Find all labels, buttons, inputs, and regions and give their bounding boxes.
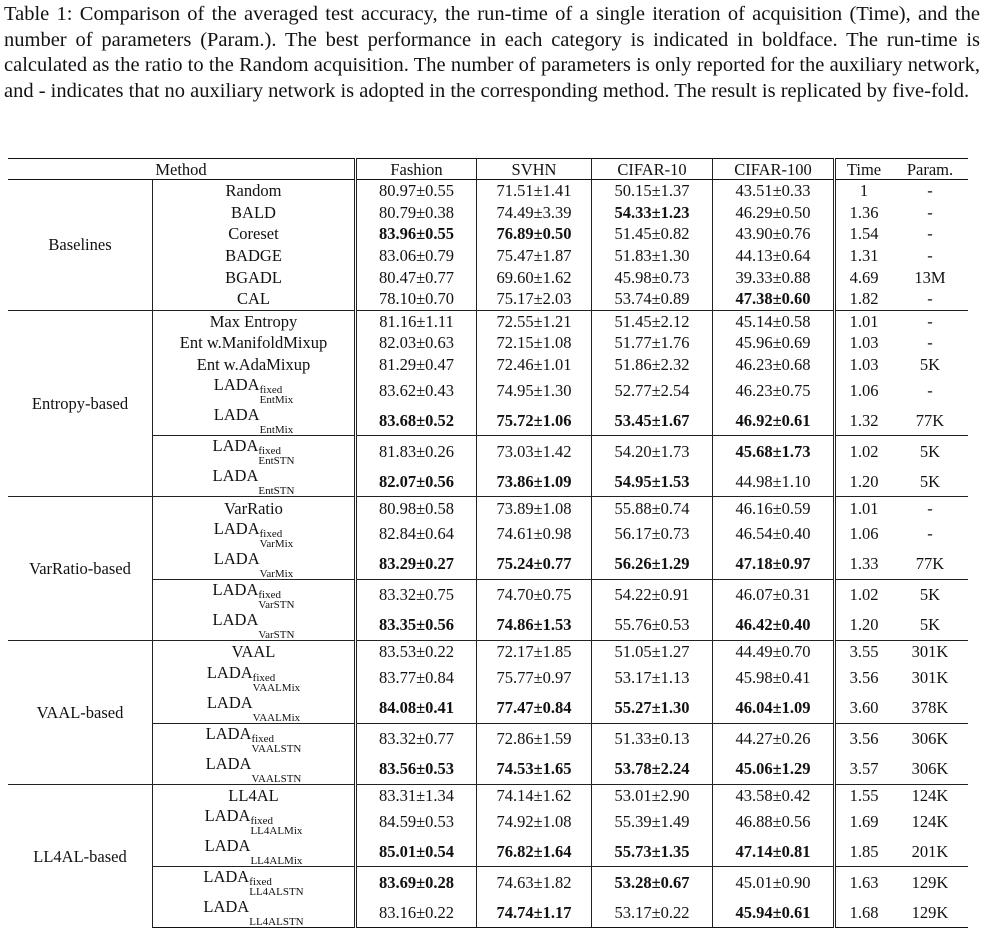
table-row (8, 288, 968, 310)
value-cell: 46.04±1.09 (713, 693, 835, 724)
time-cell: 3.55 (835, 640, 893, 662)
method-name: LADA (213, 405, 260, 425)
method-sub: VarMix (259, 537, 294, 550)
method-cell: Coreset (153, 223, 356, 245)
method-cell (153, 723, 356, 754)
method-subscript (250, 816, 302, 836)
value-cell: 81.16±1.11 (356, 310, 477, 332)
param-cell: 124K (892, 784, 968, 806)
value-cell: 83.32±0.75 (356, 579, 477, 610)
method-subscript (253, 673, 300, 693)
value-cell: 55.39±1.49 (592, 806, 713, 836)
method-name: LADA (206, 662, 253, 682)
method-cell (153, 867, 356, 898)
param-cell: 5K (892, 436, 968, 467)
method-subscript (251, 734, 301, 754)
method-cell (153, 549, 356, 580)
table-row (8, 693, 968, 724)
method-subscript (258, 590, 294, 610)
table-row (8, 610, 968, 641)
value-cell: 75.77±0.97 (477, 663, 592, 693)
method-cell (153, 466, 356, 497)
value-cell: 53.17±1.13 (592, 663, 713, 693)
table-row (8, 466, 968, 497)
time-cell: 1.06 (849, 524, 879, 544)
method-sub: VAALSTN (251, 772, 302, 785)
param-cell: - (927, 380, 933, 400)
value-cell: 72.15±1.08 (477, 332, 592, 354)
table-row (8, 436, 968, 467)
value-cell: 83.35±0.56 (356, 610, 477, 641)
value-cell: 84.08±0.41 (356, 693, 477, 724)
method-name: LADA (213, 518, 260, 538)
method-cell (153, 663, 356, 693)
value-cell: 47.14±0.81 (713, 836, 835, 867)
method-sub: EntSTN (258, 455, 295, 468)
value-cell: 45.01±0.90 (713, 867, 835, 898)
value-cell: 83.32±0.77 (356, 723, 477, 754)
value-cell: 51.83±1.30 (592, 245, 713, 267)
param-cell: - (927, 524, 933, 544)
value-cell: 74.63±1.82 (477, 867, 592, 898)
time-cell: 1.82 (849, 289, 879, 309)
param-cell: - (927, 202, 933, 222)
value-cell: 74.49±3.39 (477, 202, 592, 224)
time-cell: 1.31 (849, 246, 879, 266)
time-cell: 1.03 (849, 333, 879, 353)
method-name: LADA (212, 466, 259, 486)
value-cell: 53.78±2.24 (592, 754, 713, 785)
table-body (8, 180, 968, 928)
table-row (8, 497, 968, 519)
table-row (8, 180, 968, 202)
param-cell: - (892, 180, 968, 202)
method-sub: VAALMix (252, 711, 301, 724)
method-name: LADA (203, 867, 250, 887)
method-sup: fixed (251, 732, 275, 745)
table-row (8, 579, 968, 610)
table-row (8, 375, 968, 405)
table-row (8, 723, 968, 754)
results-table (8, 158, 968, 928)
method-name: LADA (206, 692, 253, 712)
table-row (8, 784, 968, 806)
table-row (8, 245, 968, 267)
param-cell: 129K (892, 867, 968, 898)
table-row (8, 332, 968, 354)
method-cell: Ent w.ManifoldMixup (153, 332, 356, 354)
value-cell: 51.45±2.12 (592, 310, 713, 332)
value-cell: 53.28±0.67 (592, 867, 713, 898)
value-cell: 77.47±0.84 (477, 693, 592, 724)
time-cell: 1.68 (835, 897, 893, 928)
param-cell: 77K (915, 554, 945, 574)
value-cell: 53.01±2.90 (592, 784, 713, 806)
header-svhn: SVHN (477, 159, 592, 180)
value-cell: 80.98±0.58 (356, 497, 477, 519)
value-cell: 54.33±1.23 (592, 202, 713, 224)
value-cell: 80.79±0.38 (356, 202, 477, 224)
group-label: VAAL-based (8, 640, 153, 784)
time-cell: 1.20 (849, 471, 879, 491)
value-cell: 52.77±2.54 (592, 375, 713, 405)
header-cifar10: CIFAR-10 (592, 159, 713, 180)
param-cell: - (892, 497, 968, 519)
method-sub: EntSTN (258, 485, 295, 498)
value-cell: 46.29±0.50 (713, 202, 835, 224)
value-cell: 83.53±0.22 (356, 640, 477, 662)
value-cell: 46.16±0.59 (713, 497, 835, 519)
param-cell: 301K (892, 640, 968, 662)
table-row (8, 867, 968, 898)
method-name: LADA (213, 548, 260, 568)
value-cell: 45.68±1.73 (713, 436, 835, 467)
value-cell: 45.98±0.41 (713, 663, 835, 693)
time-cell: 1.02 (835, 436, 893, 467)
table-row (8, 754, 968, 785)
method-subscript (249, 877, 303, 897)
value-cell: 83.62±0.43 (356, 375, 477, 405)
param-cell: - (927, 246, 933, 266)
value-cell: 51.33±0.13 (592, 723, 713, 754)
value-cell: 56.26±1.29 (592, 549, 713, 580)
param-cell: - (892, 310, 968, 332)
value-cell: 55.76±0.53 (592, 610, 713, 641)
header-time: Time (835, 159, 893, 180)
method-sup: fixed (252, 671, 276, 684)
value-cell: 83.77±0.84 (356, 663, 477, 693)
value-cell: 72.55±1.21 (477, 310, 592, 332)
value-cell: 83.96±0.55 (356, 223, 477, 245)
param-cell: 77K (915, 410, 945, 430)
method-cell (153, 405, 356, 436)
method-cell (153, 610, 356, 641)
value-cell: 53.45±1.67 (592, 405, 713, 436)
param-cell: 5K (919, 471, 941, 491)
value-cell: 78.10±0.70 (356, 288, 477, 310)
value-cell: 76.82±1.64 (477, 836, 592, 867)
method-sup (249, 907, 303, 917)
table-row (8, 836, 968, 867)
param-cell: 306K (892, 723, 968, 754)
method-sub: EntMix (259, 424, 294, 437)
value-cell: 74.70±0.75 (477, 579, 592, 610)
method-cell (153, 754, 356, 785)
value-cell: 83.31±1.34 (356, 784, 477, 806)
time-cell: 3.60 (849, 698, 879, 718)
value-cell: 47.18±0.97 (713, 549, 835, 580)
method-sup (250, 846, 302, 856)
value-cell: 46.54±0.40 (713, 519, 835, 549)
value-cell: 74.74±1.17 (477, 897, 592, 928)
value-cell: 53.17±0.22 (592, 897, 713, 928)
method-sub: LL4ALSTN (249, 916, 304, 928)
value-cell: 46.92±0.61 (713, 405, 835, 436)
value-cell: 46.42±0.40 (713, 610, 835, 641)
group-label: Entropy-based (8, 310, 153, 497)
value-cell: 45.06±1.29 (713, 754, 835, 785)
method-sub: LL4ALMix (250, 825, 303, 838)
param-cell: - (927, 224, 933, 244)
method-cell: Random (153, 180, 356, 202)
value-cell: 83.68±0.52 (356, 405, 477, 436)
method-cell: BALD (153, 202, 356, 224)
method-cell (153, 436, 356, 467)
param-cell: 13M (914, 267, 946, 287)
value-cell: 43.90±0.76 (713, 223, 835, 245)
method-sup: fixed (259, 384, 283, 397)
time-cell: 3.56 (849, 668, 879, 688)
value-cell: 55.88±0.74 (592, 497, 713, 519)
value-cell: 51.45±0.82 (592, 223, 713, 245)
value-cell: 73.86±1.09 (477, 466, 592, 497)
value-cell: 51.86±2.32 (592, 354, 713, 376)
table-row (8, 806, 968, 836)
table-caption: Table 1: Comparison of the averaged test accuracy, the run-time of a single iteration of acquisition (Time), and the number of parameters (Param.). The best performance in each category is indicated in boldface. The run-time is calculated as the ratio to the Random acquisition. The number of parameters is only reported for the auxiliary network, and - indicates that no auxiliary network is adopted in the corresponding method. The result is replicated by five-fold. (4, 3, 980, 102)
table-row (8, 519, 968, 549)
group-label: VarRatio-based (8, 497, 153, 641)
value-cell: 54.22±0.91 (592, 579, 713, 610)
method-subscript (250, 846, 302, 866)
method-cell (153, 806, 356, 836)
value-cell: 81.83±0.26 (356, 436, 477, 467)
method-name: LADA (212, 436, 259, 456)
value-cell: 72.86±1.59 (477, 723, 592, 754)
table-row (8, 354, 968, 376)
table-row (8, 549, 968, 580)
value-cell: 74.14±1.62 (477, 784, 592, 806)
header-param: Param. (892, 159, 968, 180)
time-cell: 1.01 (835, 310, 893, 332)
value-cell: 75.47±1.87 (477, 245, 592, 267)
value-cell: 82.03±0.63 (356, 332, 477, 354)
time-cell: 1.32 (849, 410, 879, 430)
method-sub: EntMix (259, 394, 294, 407)
value-cell: 53.74±0.89 (592, 288, 713, 310)
header-method: Method (8, 159, 356, 180)
param-cell: 124K (911, 811, 949, 831)
value-cell: 83.56±0.53 (356, 754, 477, 785)
value-cell: 44.27±0.26 (713, 723, 835, 754)
method-cell: Max Entropy (153, 310, 356, 332)
method-subscript (249, 907, 303, 927)
value-cell: 54.95±1.53 (592, 466, 713, 497)
value-cell: 83.06±0.79 (356, 245, 477, 267)
method-name: LADA (204, 836, 251, 856)
time-cell: 1.36 (849, 202, 879, 222)
method-cell: LL4AL (153, 784, 356, 806)
method-name: LADA (212, 609, 259, 629)
value-cell: 85.01±0.54 (356, 836, 477, 867)
time-cell: 1.01 (835, 497, 893, 519)
param-cell: 5K (919, 615, 941, 635)
time-cell: 1.06 (849, 380, 879, 400)
time-cell: 4.69 (849, 267, 879, 287)
value-cell: 51.05±1.27 (592, 640, 713, 662)
method-subscript (260, 559, 294, 579)
value-cell: 44.98±1.10 (713, 466, 835, 497)
value-cell: 45.98±0.73 (592, 266, 713, 288)
value-cell: 72.46±1.01 (477, 354, 592, 376)
value-cell: 75.72±1.06 (477, 405, 592, 436)
method-name: LADA (205, 753, 252, 773)
table-row (8, 405, 968, 436)
value-cell: 75.24±0.77 (477, 549, 592, 580)
value-cell: 76.89±0.50 (477, 223, 592, 245)
value-cell: 55.73±1.35 (592, 836, 713, 867)
method-name: LADA (213, 375, 260, 395)
method-cell (153, 519, 356, 549)
method-cell: BADGE (153, 245, 356, 267)
table-row (8, 202, 968, 224)
value-cell: 43.51±0.33 (713, 180, 835, 202)
method-name: LADA (212, 579, 259, 599)
value-cell: 46.23±0.68 (713, 354, 835, 376)
method-cell (153, 693, 356, 724)
value-cell: 80.97±0.55 (356, 180, 477, 202)
value-cell: 45.96±0.69 (713, 332, 835, 354)
value-cell: 74.95±1.30 (477, 375, 592, 405)
method-sup: fixed (249, 876, 272, 889)
header-row (8, 159, 968, 180)
method-sub: VarMix (259, 567, 294, 580)
method-sub: VarSTN (258, 628, 295, 641)
table-row (8, 223, 968, 245)
param-cell: 5K (919, 355, 941, 375)
method-subscript (260, 385, 294, 405)
time-cell: 1 (835, 180, 893, 202)
group-label: LL4AL-based (8, 784, 153, 928)
time-cell: 1.03 (849, 355, 879, 375)
method-name: LADA (204, 806, 251, 826)
param-cell: 5K (892, 579, 968, 610)
value-cell: 44.49±0.70 (713, 640, 835, 662)
method-sub: VAALSTN (251, 742, 302, 755)
time-cell: 3.57 (849, 759, 879, 779)
value-cell: 73.03±1.42 (477, 436, 592, 467)
value-cell: 45.94±0.61 (713, 897, 835, 928)
method-subscript (258, 446, 294, 466)
value-cell: 46.07±0.31 (713, 579, 835, 610)
method-name: LADA (205, 723, 252, 743)
method-name: LADA (203, 897, 250, 917)
method-cell: Ent w.AdaMixup (153, 354, 356, 376)
value-cell: 47.38±0.60 (713, 288, 835, 310)
value-cell: 45.14±0.58 (713, 310, 835, 332)
method-cell: VAAL (153, 640, 356, 662)
time-cell: 3.56 (835, 723, 893, 754)
value-cell: 71.51±1.41 (477, 180, 592, 202)
value-cell: 46.88±0.56 (713, 806, 835, 836)
param-cell: 301K (911, 668, 949, 688)
header-fashion: Fashion (356, 159, 477, 180)
value-cell: 74.61±0.98 (477, 519, 592, 549)
table-row (8, 640, 968, 662)
time-cell: 1.54 (849, 224, 879, 244)
value-cell: 82.07±0.56 (356, 466, 477, 497)
method-sub: LL4ALMix (250, 855, 303, 868)
header-cifar100: CIFAR-100 (713, 159, 835, 180)
method-subscript (260, 529, 294, 549)
value-cell: 39.33±0.88 (713, 266, 835, 288)
param-cell: 306K (911, 759, 949, 779)
method-sup: fixed (258, 445, 281, 458)
method-cell: BGADL (153, 266, 356, 288)
value-cell: 54.20±1.73 (592, 436, 713, 467)
param-cell: 129K (892, 897, 968, 928)
table-row (8, 663, 968, 693)
param-cell: - (927, 333, 933, 353)
value-cell: 51.77±1.76 (592, 332, 713, 354)
param-cell: 378K (911, 698, 949, 718)
value-cell: 74.86±1.53 (477, 610, 592, 641)
value-cell: 72.17±1.85 (477, 640, 592, 662)
value-cell: 74.53±1.65 (477, 754, 592, 785)
value-cell: 44.13±0.64 (713, 245, 835, 267)
method-subscript (258, 620, 294, 640)
method-subscript (251, 764, 301, 784)
method-cell (153, 897, 356, 928)
value-cell: 83.29±0.27 (356, 549, 477, 580)
table-row (8, 897, 968, 928)
time-cell: 1.69 (849, 811, 879, 831)
time-cell: 1.20 (849, 615, 879, 635)
method-sup: fixed (258, 588, 281, 601)
value-cell: 56.17±0.73 (592, 519, 713, 549)
method-sub: LL4ALSTN (249, 886, 304, 899)
value-cell: 73.89±1.08 (477, 497, 592, 519)
method-sup: fixed (259, 527, 283, 540)
method-sub: VAALMix (252, 681, 301, 694)
method-sup: fixed (250, 815, 274, 828)
method-subscript (260, 415, 294, 435)
time-cell: 1.55 (835, 784, 893, 806)
table-row (8, 266, 968, 288)
value-cell: 84.59±0.53 (356, 806, 477, 836)
time-cell: 1.63 (835, 867, 893, 898)
time-cell: 1.33 (849, 554, 879, 574)
value-cell: 75.17±2.03 (477, 288, 592, 310)
time-cell: 1.02 (835, 579, 893, 610)
param-cell: - (927, 289, 933, 309)
value-cell: 69.60±1.62 (477, 266, 592, 288)
method-cell: VarRatio (153, 497, 356, 519)
value-cell: 55.27±1.30 (592, 693, 713, 724)
value-cell: 80.47±0.77 (356, 266, 477, 288)
value-cell: 83.16±0.22 (356, 897, 477, 928)
method-sub: VarSTN (258, 598, 295, 611)
value-cell: 43.58±0.42 (713, 784, 835, 806)
value-cell: 46.23±0.75 (713, 375, 835, 405)
method-cell (153, 579, 356, 610)
method-cell (153, 375, 356, 405)
method-subscript (253, 703, 300, 723)
value-cell: 74.92±1.08 (477, 806, 592, 836)
param-cell: 201K (911, 841, 949, 861)
method-cell (153, 836, 356, 867)
value-cell: 50.15±1.37 (592, 180, 713, 202)
time-cell: 1.85 (849, 841, 879, 861)
value-cell: 83.69±0.28 (356, 867, 477, 898)
value-cell: 81.29±0.47 (356, 354, 477, 376)
method-subscript (258, 476, 294, 496)
value-cell: 82.84±0.64 (356, 519, 477, 549)
group-label: Baselines (8, 180, 153, 311)
method-cell: CAL (153, 288, 356, 310)
table-row (8, 310, 968, 332)
